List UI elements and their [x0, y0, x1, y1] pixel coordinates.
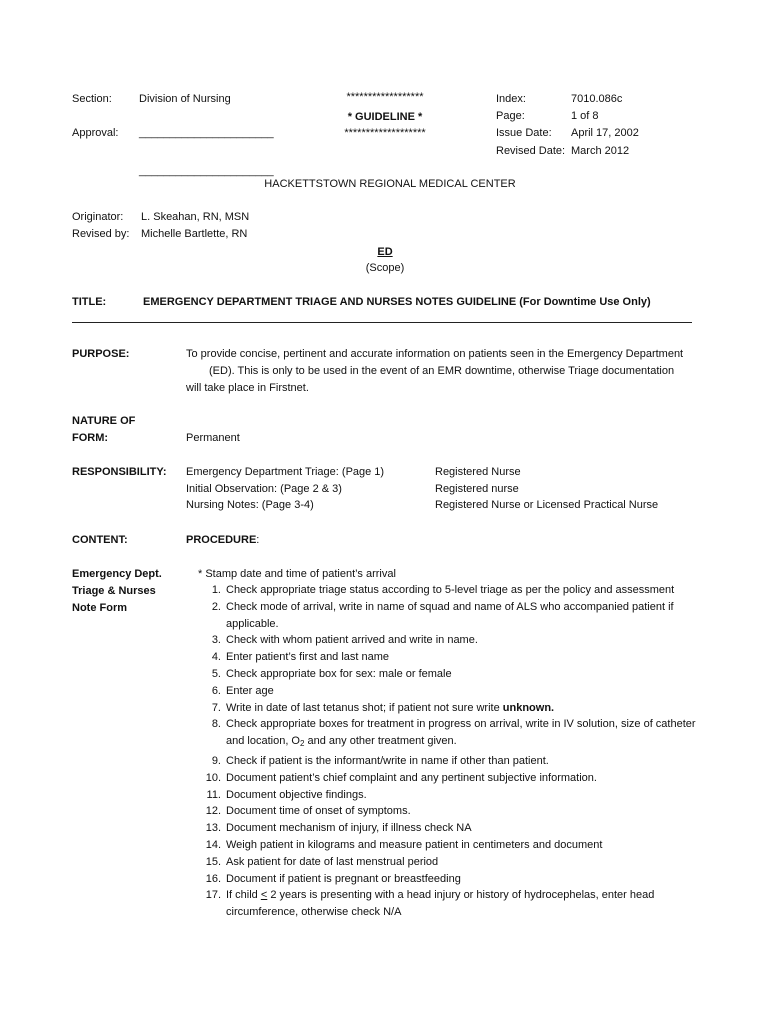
procedure-label: PROCEDURE	[186, 534, 257, 546]
section-label: Section:	[72, 93, 112, 105]
nature-label-line-2: FORM:	[72, 432, 109, 444]
procedure-step: 10. Document patient’s chief complaint and any pertinent subjective information.	[205, 771, 597, 784]
procedure-step: 4. Enter patient’s first and last name	[211, 651, 390, 664]
document-title: EMERGENCY DEPARTMENT TRIAGE AND NURSES NOTES GUIDELINE (For Downtime Use Only)	[143, 296, 651, 308]
page-label: Page:	[496, 110, 525, 122]
procedure-colon: :	[256, 534, 260, 546]
index-label: Index:	[496, 93, 526, 105]
revised-by-label: Revised by:	[72, 228, 130, 240]
procedure-heading	[186, 534, 259, 546]
responsibility-label: RESPONSIBILITY:	[72, 466, 167, 478]
responsibility-role: Registered Nurse or Licensed Practical Nurse	[435, 499, 659, 511]
purpose-line-3: will take place in Firstnet.	[186, 382, 309, 394]
procedure-step: 13. Document mechanism of injury, if illness check NA	[205, 822, 472, 835]
title-label: TITLE:	[72, 296, 107, 308]
nature-value: Permanent	[186, 432, 240, 444]
responsibility-task: Initial Observation: (Page 2 & 3)	[186, 483, 342, 495]
responsibility-task: Nursing Notes: (Page 3-4)	[186, 499, 314, 511]
form-name-line-2: Triage & Nurses	[72, 585, 156, 597]
procedure-step: 16. Document if patient is pregnant or breastfeeding	[205, 872, 461, 885]
guideline-stars-top: ******************	[346, 91, 424, 103]
purpose-line-1: To provide concise, pertinent and accurate information on patients seen in the Emergency Department	[186, 348, 684, 360]
purpose-label: PURPOSE:	[72, 348, 130, 360]
procedure-step: 14. Weigh patient in kilograms and measure patient in centimeters and document	[205, 838, 603, 851]
procedure-step: 8. Check appropriate boxes for treatment in progress on arrival, write in IV solution, size of catheter and location, $O_2$ and any other treatment given.	[211, 718, 696, 749]
scope-code: ED	[377, 246, 393, 258]
purpose-line-2: (ED). This is only to be used in the event of an EMR downtime, otherwise Triage documentation	[209, 365, 675, 377]
form-name-line-3: Note Form	[72, 602, 127, 614]
procedure-step: 1. Check appropriate triage status according to 5-level triage as per the policy and assessment	[211, 584, 675, 596]
procedure-step: 6. Enter age	[211, 684, 274, 697]
responsibility-role: Registered nurse	[435, 483, 519, 495]
guideline-heading: * GUIDELINE *	[347, 111, 423, 123]
approval-label: Approval:	[72, 127, 119, 139]
index-value: 7010.086c	[571, 93, 623, 105]
procedure-step: 5. Check appropriate box for sex: male or female	[211, 667, 452, 680]
revised-date-label: Revised Date:	[496, 145, 566, 157]
approval-signature-line-1: ______________________	[139, 127, 274, 139]
revised-date-value: March 2012	[571, 145, 630, 157]
responsibility-task: Emergency Department Triage: (Page 1)	[186, 466, 385, 478]
guideline-stars-bottom: *******************	[344, 127, 426, 139]
page-value: 1 of 8	[571, 110, 599, 122]
responsibility-role: Registered Nurse	[435, 466, 521, 478]
nature-label-line-1: NATURE OF	[72, 415, 136, 427]
revised-by-value: Michelle Bartlette, RN	[141, 228, 248, 240]
procedure-step: 11. Document objective findings.	[206, 788, 367, 801]
originator-label: Originator:	[72, 211, 124, 223]
procedure-step: 7. Write in date of last tetanus shot; if patient not sure write unknown.	[211, 701, 555, 714]
procedure-step: 9. Check if patient is the informant/write in name if other than patient.	[211, 754, 549, 767]
scope-label: (Scope)	[365, 262, 405, 274]
section-value: Division of Nursing	[139, 93, 231, 105]
procedure-step: 2. Check mode of arrival, write in name of squad and name of ALS who accompanied patient if applicable.	[211, 600, 674, 630]
originator-value: L. Skeahan, RN, MSN	[141, 211, 250, 223]
procedure-step: 17. If child < 2 years is presenting with a head injury or history of hydrocephelas, enter head circumference, otherwise check N/A	[205, 889, 655, 919]
issue-date-value: April 17, 2002	[571, 127, 639, 139]
procedure-step: 15. Ask patient for date of last menstrual period	[205, 855, 439, 868]
issue-date-label: Issue Date:	[496, 127, 552, 139]
form-name-line-1: Emergency Dept.	[72, 568, 162, 580]
title-divider	[72, 322, 692, 323]
procedure-stamp-note: * Stamp date and time of patient’s arrival	[198, 568, 396, 580]
procedure-steps-list	[203, 582, 703, 921]
content-label: CONTENT:	[72, 534, 128, 546]
approval-signature-line-2: ______________________	[139, 165, 274, 177]
organization-name: HACKETTSTOWN REGIONAL MEDICAL CENTER	[264, 178, 516, 190]
procedure-step: 12. Document time of onset of symptoms.	[205, 805, 411, 818]
procedure-step: 3. Check with whom patient arrived and write in name.	[211, 634, 478, 647]
